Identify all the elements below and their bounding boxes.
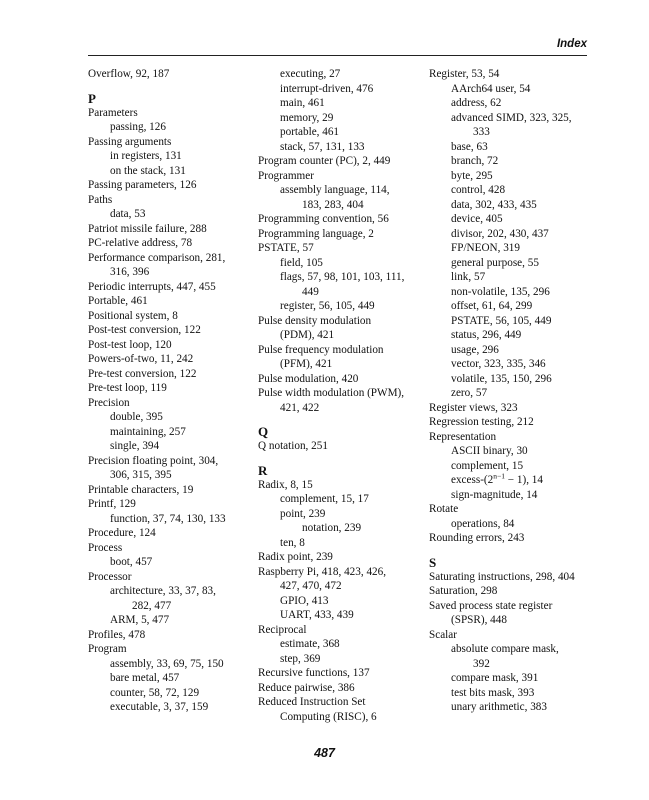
index-entry: Pulse density modulation	[258, 314, 372, 327]
index-entry: Register views, 323	[429, 401, 518, 414]
index-entry: Radix point, 239	[258, 551, 333, 563]
index-subentry: advanced SIMD, 323, 325,	[451, 111, 572, 124]
index-subentry: address, 62	[451, 97, 502, 109]
index-subentry: register, 56, 105, 449	[280, 300, 375, 312]
index-subentry: (SPSR), 448	[451, 614, 507, 626]
index-subentry: zero, 57	[451, 387, 488, 399]
superscript: n−1	[493, 471, 505, 481]
index-entry: PSTATE, 57	[258, 242, 314, 254]
index-subentry: architecture, 33, 37, 83,	[110, 585, 216, 597]
index-entry: Post-test conversion, 122	[88, 324, 201, 336]
index-entry: Pre-test loop, 119	[88, 382, 167, 394]
index-subentry: function, 37, 74, 130, 133	[110, 512, 226, 525]
index-subentry: 449	[302, 285, 319, 298]
index-entry: Pulse frequency modulation	[258, 343, 384, 356]
index-subentry: 392	[473, 657, 490, 670]
index-subentry: test bits mask, 393	[451, 686, 535, 699]
index-subentry: assembly language, 114,	[280, 184, 390, 196]
index-entry: Saturation, 298	[429, 585, 498, 597]
index-entry: Recursive functions, 137	[258, 667, 370, 679]
index-subentry: interrupt-driven, 476	[280, 82, 374, 95]
index-entry: Precision	[88, 396, 130, 409]
index-subentry: field, 105	[280, 256, 323, 269]
index-subentry: operations, 84	[451, 517, 515, 530]
index-subentry: sign-magnitude, 14	[451, 488, 538, 501]
index-subentry: absolute compare mask,	[451, 643, 559, 655]
index-entry: Register, 53, 54	[429, 68, 500, 80]
index-entry: Pre-test conversion, 122	[88, 367, 197, 380]
index-subentry: assembly, 33, 69, 75, 150	[110, 657, 224, 670]
index-subentry: base, 63	[451, 140, 488, 153]
index-subentry: unary arithmetic, 383	[451, 701, 547, 713]
index-subentry: notation, 239	[302, 522, 362, 534]
section-gap	[429, 546, 599, 555]
page-number: 487	[314, 746, 335, 760]
index-column-3	[429, 67, 599, 715]
index-subentry: FP/NEON, 319	[451, 242, 520, 254]
index-entry: Procedure, 124	[88, 527, 156, 539]
index-entry: Saved process state register	[429, 599, 553, 612]
index-subentry: 421, 422	[280, 401, 320, 414]
section-letter: P	[88, 90, 96, 106]
index-subentry: point, 239	[280, 507, 326, 520]
index-entry: Q notation, 251	[258, 440, 328, 452]
section-letter: Q	[258, 424, 269, 439]
index-subentry: flags, 57, 98, 101, 103, 111,	[280, 271, 405, 283]
index-entry: Program counter (PC), 2, 449	[258, 155, 391, 167]
index-entry: Reduce pairwise, 386	[258, 681, 355, 694]
index-subentry: ASCII binary, 30	[451, 445, 528, 457]
index-subentry: 282, 477	[132, 599, 172, 612]
section-gap	[88, 82, 253, 91]
index-subentry: GPIO, 413	[280, 594, 329, 607]
index-subentry: general purpose, 55	[451, 256, 539, 269]
section-gap	[258, 415, 428, 424]
index-subentry: complement, 15	[451, 459, 524, 472]
index-column-2	[258, 67, 428, 724]
index-subentry: (PDM), 421	[280, 329, 335, 341]
index-subentry: AArch64 user, 54	[451, 82, 531, 95]
section-letter: R	[258, 462, 268, 478]
index-subentry: control, 428	[451, 184, 506, 196]
index-entry: Pulse width modulation (PWM),	[258, 387, 405, 399]
index-entry: Profiles, 478	[88, 628, 146, 641]
index-subentry: usage, 296	[451, 343, 499, 356]
index-subentry: main, 461	[280, 97, 325, 109]
index-subentry: maintaining, 257	[110, 425, 186, 438]
index-entry: Reduced Instruction Set	[258, 696, 366, 708]
index-entry: Rounding errors, 243	[429, 532, 525, 544]
index-entry: Program	[88, 643, 127, 655]
index-subentry: divisor, 202, 430, 437	[451, 227, 549, 240]
index-subentry: 183, 283, 404	[302, 198, 364, 211]
index-entry: Representation	[429, 430, 497, 443]
header-rule	[88, 55, 587, 56]
index-subentry: data, 302, 433, 435	[451, 198, 537, 211]
index-column-1	[88, 67, 253, 715]
index-subentry: Computing (RISC), 6	[280, 710, 377, 723]
index-entry: Printable characters, 19	[88, 483, 194, 496]
index-entry: Parameters	[88, 106, 138, 119]
index-subentry: UART, 433, 439	[280, 609, 354, 621]
index-entry: Programming convention, 56	[258, 213, 389, 225]
index-subentry: counter, 58, 72, 129	[110, 686, 200, 699]
index-subentry: link, 57	[451, 271, 486, 283]
index-subentry: 316, 396	[110, 266, 150, 278]
index-entry: Precision floating point, 304,	[88, 454, 219, 467]
index-entry: PC-relative address, 78	[88, 237, 193, 249]
index-entry: Programmer	[258, 169, 314, 182]
index-subentry: memory, 29	[280, 111, 334, 124]
index-subentry: portable, 461	[280, 126, 340, 138]
index-entry: Printf, 129	[88, 498, 136, 510]
index-entry: Process	[88, 541, 123, 554]
entry-text: excess-(2	[451, 474, 494, 486]
index-entry: Saturating instructions, 298, 404	[429, 570, 575, 583]
running-header: Index	[556, 38, 587, 50]
index-subentry: executable, 3, 37, 159	[110, 701, 209, 713]
index-entry: Post-test loop, 120	[88, 338, 172, 351]
index-subentry: 333	[473, 126, 490, 138]
index-entry: Raspberry Pi, 418, 423, 426,	[258, 565, 387, 578]
index-subentry: vector, 323, 335, 346	[451, 358, 546, 370]
index-entry: Powers-of-two, 11, 242	[88, 353, 194, 365]
index-subentry: step, 369	[280, 652, 321, 665]
index-subentry: ten, 8	[280, 536, 305, 549]
index-subentry: compare mask, 391	[451, 672, 539, 684]
index-subentry: offset, 61, 64, 299	[451, 300, 533, 312]
index-subentry: non-volatile, 135, 296	[451, 285, 550, 298]
section-letter: S	[429, 554, 437, 570]
index-subentry	[429, 473, 599, 488]
index-entry: Paths	[88, 193, 113, 206]
index-entry: Reciprocal	[258, 623, 307, 636]
index-subentry: complement, 15, 17	[280, 493, 369, 505]
index-subentry: double, 395	[110, 411, 163, 423]
index-subentry: on the stack, 131	[110, 164, 186, 177]
index-subentry: executing, 27	[280, 68, 341, 80]
index-entry: Regression testing, 212	[429, 416, 534, 428]
index-subentry: estimate, 368	[280, 638, 340, 650]
index-entry: Overflow, 92, 187	[88, 68, 170, 80]
index-entry: Processor	[88, 570, 132, 583]
index-subentry: single, 394	[110, 440, 160, 452]
index-subentry: bare metal, 457	[110, 672, 180, 684]
index-subentry: PSTATE, 56, 105, 449	[451, 314, 552, 327]
index-entry: Performance comparison, 281,	[88, 251, 226, 264]
index-subentry: boot, 457	[110, 556, 153, 568]
index-entry: Patriot missile failure, 288	[88, 222, 207, 235]
index-subentry: volatile, 135, 150, 296	[451, 372, 552, 385]
index-subentry: 427, 470, 472	[280, 580, 342, 592]
index-subentry: ARM, 5, 477	[110, 614, 170, 626]
entry-text: − 1), 14	[504, 474, 543, 486]
index-entry: Positional system, 8	[88, 309, 178, 322]
index-entry: Periodic interrupts, 447, 455	[88, 280, 216, 293]
index-entry: Passing arguments	[88, 135, 172, 148]
index-subentry: passing, 126	[110, 121, 166, 133]
section-gap	[258, 454, 428, 463]
index-subentry: stack, 57, 131, 133	[280, 140, 365, 153]
index-subentry: device, 405	[451, 213, 503, 225]
index-subentry: byte, 295	[451, 169, 493, 182]
index-subentry: in registers, 131	[110, 150, 182, 162]
index-entry: Programming language, 2	[258, 227, 374, 240]
index-subentry: 306, 315, 395	[110, 469, 172, 481]
index-entry: Pulse modulation, 420	[258, 372, 359, 385]
index-entry: Scalar	[429, 628, 457, 641]
index-subentry: status, 296, 449	[451, 329, 522, 341]
index-entry: Portable, 461	[88, 295, 148, 307]
index-subentry: data, 53	[110, 208, 146, 220]
index-subentry: branch, 72	[451, 155, 499, 167]
index-subentry: (PFM), 421	[280, 358, 333, 370]
index-entry: Radix, 8, 15	[258, 478, 313, 491]
index-entry: Passing parameters, 126	[88, 179, 197, 191]
index-entry: Rotate	[429, 503, 459, 515]
